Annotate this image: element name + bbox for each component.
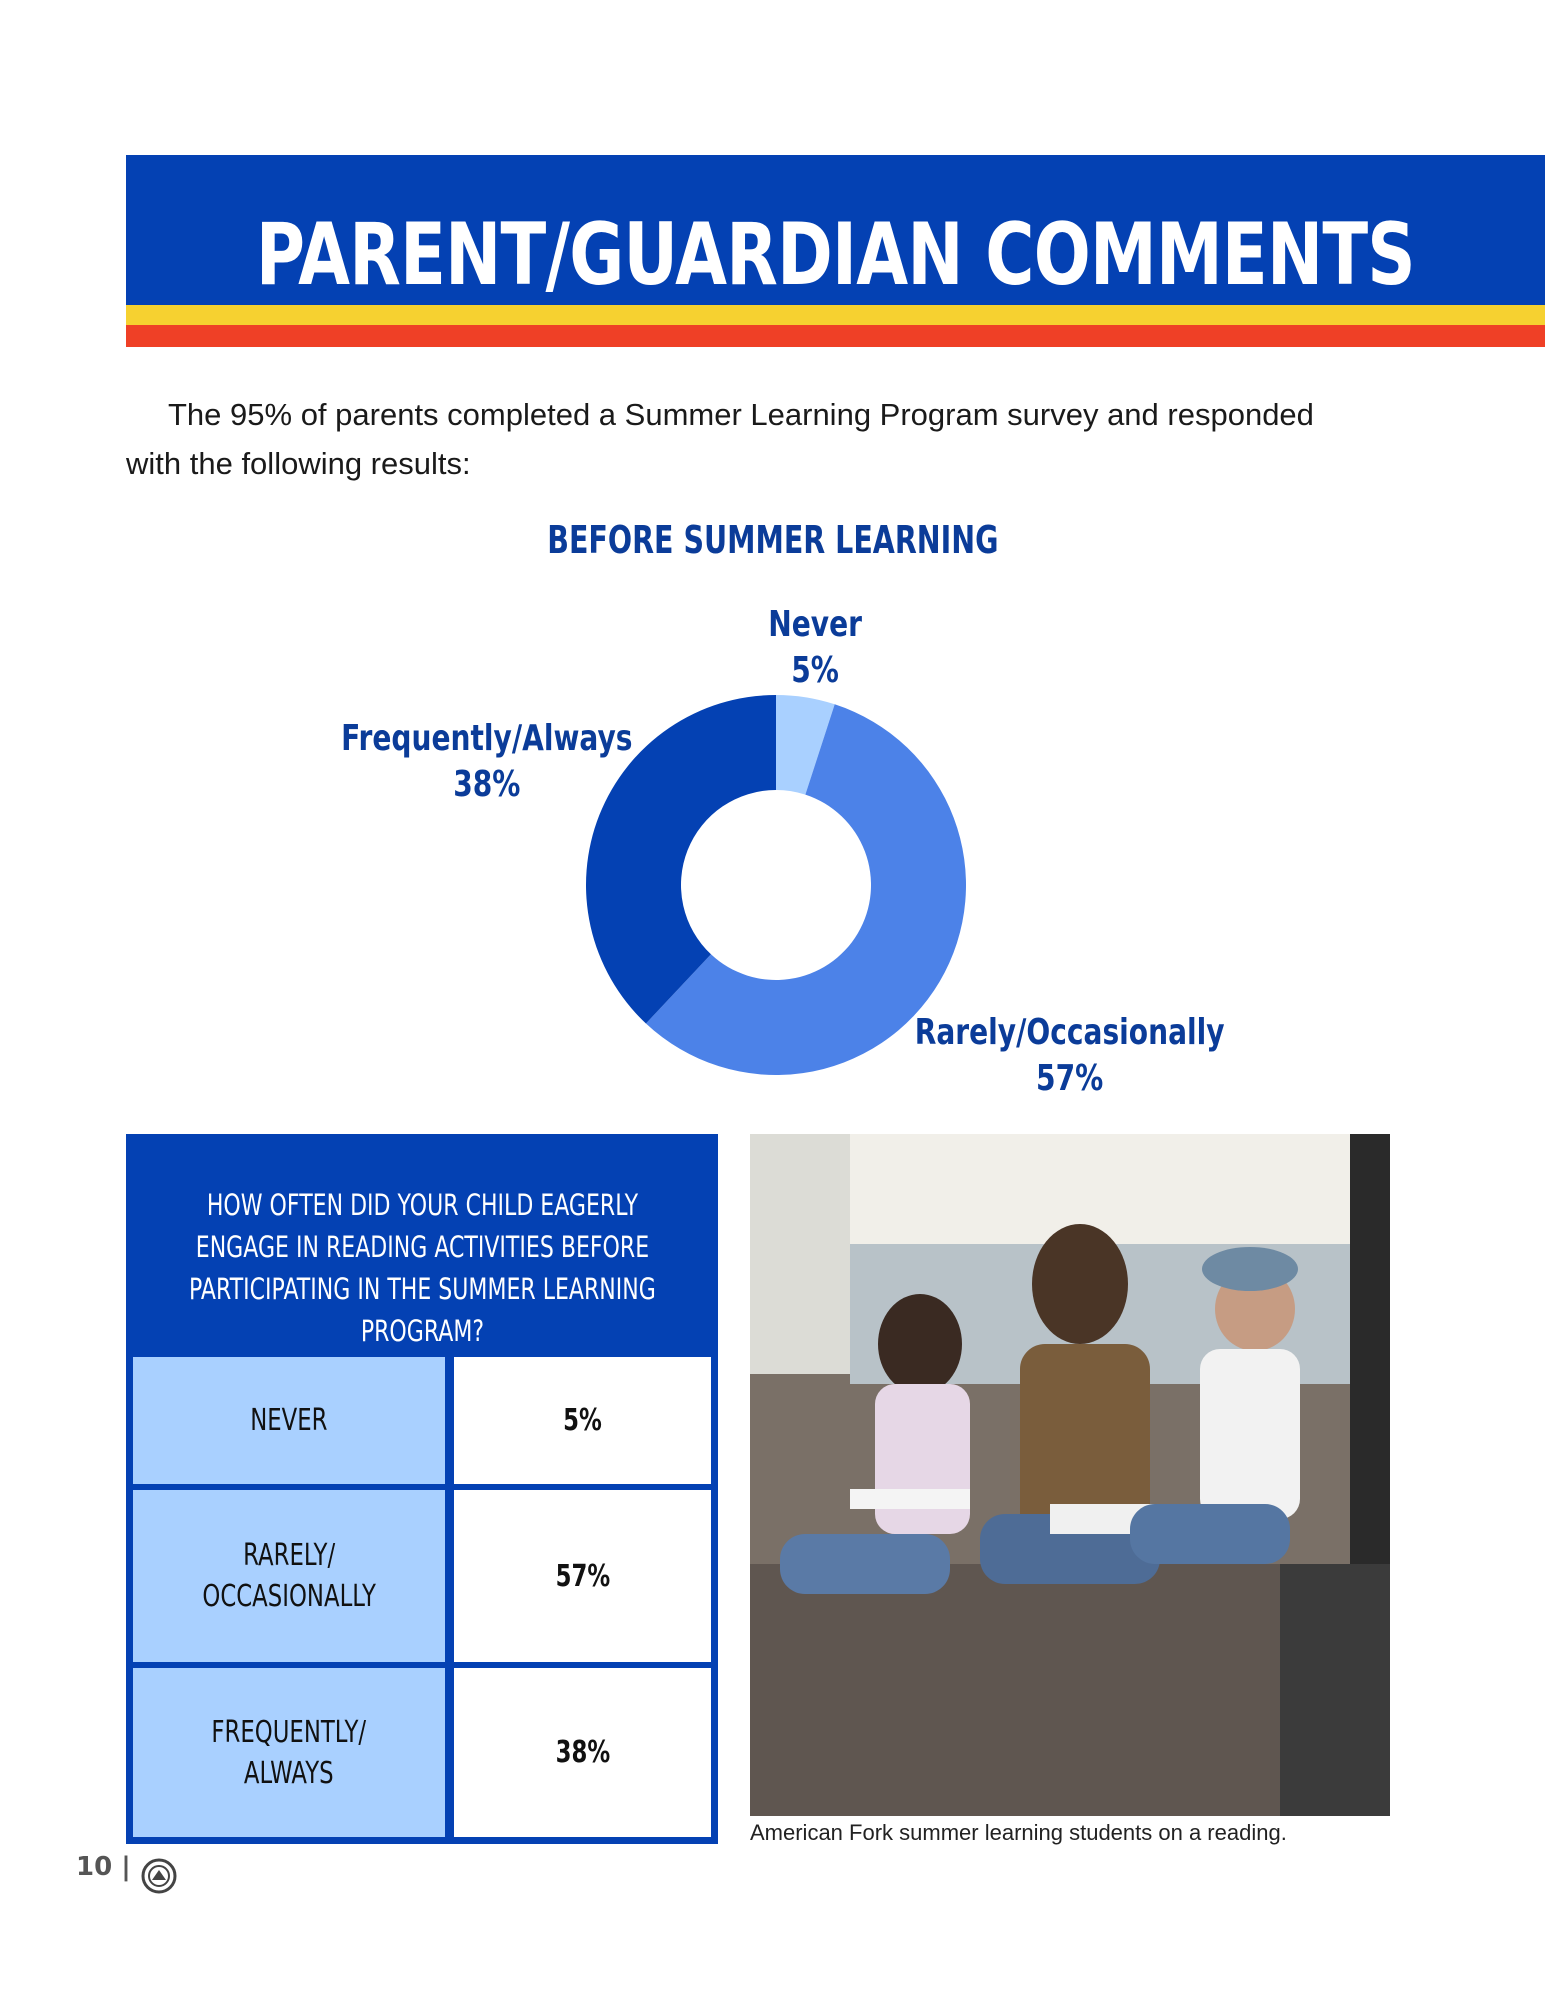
table-row [130,1665,714,1840]
row-value [454,1357,711,1484]
chart-title-text: BEFORE SUMMER LEARNING [546,518,999,562]
slice-label-never [740,602,890,694]
row-value [454,1668,711,1837]
intro-paragraph: The 95% of parents completed a Summer Learning Program survey and responded with the following results: [126,397,1314,481]
row-label-line: ALWAYS [244,1755,334,1791]
row-label [133,1357,445,1484]
row-label-line: NEVER [250,1403,328,1438]
row-label-line: RARELY/ [242,1538,336,1573]
question-text [156,1184,688,1352]
slice-label-frequently [300,716,634,808]
row-value [454,1490,711,1662]
question-table [126,1134,718,1844]
slice-label-rarely-pct: 57% [1036,1058,1104,1099]
slice-label-never-pct: 5% [791,650,839,691]
photo-caption: American Fork summer learning students on a reading. [750,1820,1287,1845]
row-value-text: 5% [563,1403,602,1438]
row-label-line: OCCASIONALLY [202,1579,376,1614]
page-title: PARENT/GUARDIAN COMMENTS [256,205,1415,305]
row-label-line: FREQUENTLY/ [211,1714,367,1750]
reading-photo [750,1134,1390,1816]
row-label [133,1668,445,1837]
slice-label-frequently-pct: 38% [453,764,521,805]
footer-separator: | [121,1852,131,1882]
slice-label-never-name: Never [768,604,862,645]
row-label [133,1490,445,1662]
page-number-text: 10 [76,1852,113,1882]
table-row [130,1487,714,1665]
slice-label-frequently-name: Frequently/Always [341,718,633,759]
slice-label-rarely [870,1010,1270,1102]
table-row [130,1354,714,1487]
slice-label-rarely-name: Rarely/Occasionally [915,1012,1225,1053]
row-value-text: 57% [555,1558,610,1594]
page-number [76,1852,131,1882]
question-text-inner: HOW OFTEN DID YOUR CHILD EAGERLY ENGAGE IN READING ACTIVITIES BEFORE PARTICIPATING IN THE SUMMER LEARNING PROGRAM? [188,1188,656,1348]
organization-logo-icon [141,1858,177,1894]
row-value-text: 38% [555,1735,610,1770]
